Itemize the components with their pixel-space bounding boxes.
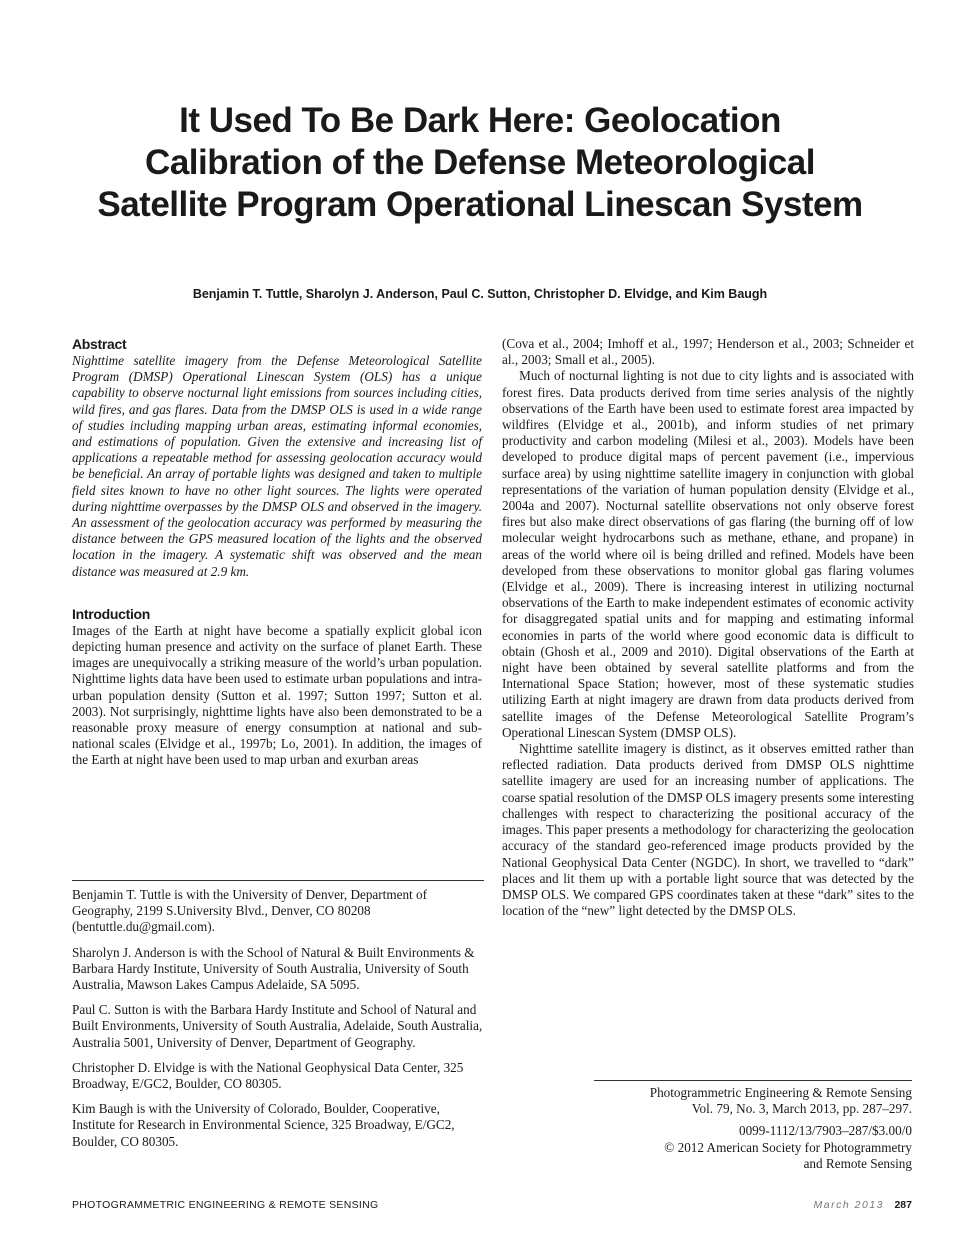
volume-info: Vol. 79, No. 3, March 2013, pp. 287–297. bbox=[691, 1101, 912, 1117]
copyright-line-1: © 2012 American Society for Photogrammetry bbox=[664, 1139, 912, 1155]
author-list: Benjamin T. Tuttle, Sharolyn J. Anderson, Paul C. Sutton, Christopher D. Elvidge, and Kim Baugh bbox=[192, 287, 768, 301]
affiliation-elvidge: Christopher D. Elvidge is with the National Geophysical Data Center, 325 Broadway, E/GC2, Boulder, CO 80305. bbox=[72, 1059, 464, 1092]
footer-date: March 2013 bbox=[813, 1199, 884, 1211]
title-line-3: Satellite Program Operational Linescan System bbox=[97, 185, 863, 224]
affiliation-tuttle: Benjamin T. Tuttle is with the University of Denver, Department of Geography, 2199 S.University Blvd., Denver, CO 80208 (bentuttle.du@gmail.com). bbox=[72, 887, 427, 935]
left-column bbox=[72, 336, 482, 769]
title-line-1: It Used To Be Dark Here: Geolocation bbox=[179, 101, 781, 140]
running-footer bbox=[72, 1197, 912, 1213]
footer-journal: PHOTOGRAMMETRIC ENGINEERING & REMOTE SENSING bbox=[72, 1199, 379, 1211]
introduction-heading: Introduction bbox=[72, 605, 151, 622]
affiliation-anderson: Sharolyn J. Anderson is with the School of Natural & Built Environments & Barbara Hardy Institute, University of South Australia, University of South Australia, Mawson Lakes Campus Adelaide, SA 5095. bbox=[72, 944, 475, 993]
abstract-text: Nighttime satellite imagery from the Defense Meteorological Satellite Program (DMSP) Operational Linescan System (OLS) has a unique capability to observe nocturnal light emissions from sources including cities, wild fires, and gas flares. Data from the DMSP OLS is used in a wide range of studies including mapping urban areas, estimating informal economies, and estimations of population. Given the extensive and increasing list of applications a repeatable method for assessing geolocation accuracy would be beneficial. An array of portable lights was designed and taken to multiple field sites known to have no other light sources. The lights were operated during nighttime overpasses by the DMSP OLS and observed in the imagery. An assessment of the geolocation accuracy was performed by measuring the distance between the GPS measured location of the lights and the observed location in the imagery. A systematic shift was observed and the mean distance was measured at 2.9 km. bbox=[72, 353, 482, 579]
doi-code: 0099-1112/13/7903–287/$3.00/0 bbox=[738, 1123, 912, 1139]
paper-title bbox=[40, 100, 920, 226]
abstract-heading: Abstract bbox=[72, 336, 127, 352]
journal-name: Photogrammetric Engineering & Remote Sensing bbox=[649, 1085, 912, 1100]
affiliation-baugh: Kim Baugh is with the University of Colorado, Boulder, Cooperative, Institute for Research in Environmental Science, 325 Broadway, E/GC2, Boulder, CO 80305. bbox=[72, 1101, 455, 1149]
introduction-text: Images of the Earth at night have become a spatially explicit global icon depicting human presence and activity on the surface of planet Earth. These images are unequivocally a striking measure of the world’s urban population. Nighttime lights data have been used to estimate urban populations and intra-urban population density (Sutton et al. 1997; Sutton 1997; Sutton et al. 2003). Not surprisingly, nighttime lights have also been demonstrated to be a reasonable proxy measure of energy consumption at national and sub-national scales (Elvidge et al., 1997b; Lo, 2001). In addition, the images of the Earth at night have been used to map urban and exurban areas bbox=[72, 622, 482, 768]
right-paragraph-1: (Cova et al., 2004; Imhoff et al., 1997; Henderson et al., 2003; Schneider et al., 2003; Small et al., 2005). bbox=[502, 336, 914, 368]
page-number: 287 bbox=[894, 1199, 912, 1211]
title-line-2: Calibration of the Defense Meteorological bbox=[145, 143, 815, 182]
right-paragraph-2: Much of nocturnal lighting is not due to city lights and is associated with forest fires. Data products derived from time series analysis of the nightly observations of the Earth have been used to estimate forest area impacted by wildfires (Elvidge et al., 2001b), and inform studies of net primary productivity and carbon modeling (Milesi et al., 2003). Models have been developed to produce digital maps of percent pavement (i.e., impervious surface area) by using nighttime satellite imagery in conjunction with global representations of the variation of human population density (Elvidge et al., 2004a and 2007). Nocturnal satellite observations not only observe forest fires but also make direct observations of gas flaring (the burning off of low molecular weight hydrocarbons such as methane, ethane, and propane) in areas of the world where oil is being drilled and refined. Models have been developed from these observations to monitor global gas flaring volumes (Elvidge et al., 2009). There is increasing interest in utilizing nocturnal observations of the Earth to make independent estimates of economic activity for disaggregated spatial units and for mapping and estimating informal economies in parts of the world where good economic data is difficult to obtain (Ghosh et al., 2009 and 2010). Digital observations of the Earth at night have been obtained by several satellite platforms and from the International Space Station; however, most of these systematic studies utilizing Earth at night imagery are drawn from data products derived from satellite images of the Defense Meteorological Satellite Program’s Operational Linescan System (DMSP OLS). bbox=[502, 368, 914, 740]
publication-info bbox=[594, 1080, 912, 1172]
right-column bbox=[502, 336, 914, 919]
copyright-line-2: and Remote Sensing bbox=[803, 1155, 912, 1171]
affiliation-sutton: Paul C. Sutton is with the Barbara Hardy Institute and School of Natural and Built Environments, University of South Australia, Adelaide, South Australia, Australia 5001, University of Denver, Department of Geography. bbox=[72, 1002, 483, 1050]
right-paragraph-3: Nighttime satellite imagery is distinct, as it observes emitted rather than reflected radiation. Data products derived from DMSP OLS nighttime satellite imagery are used for an increasing number of applications. The coarse spatial resolution of the DMSP OLS imagery presents some interesting challenges with respect to characterizing the positional accuracy of the images. This paper presents a methodology for characterizing the geolocation accuracy of the standard geo-referenced image products provided by the National Geophysical Data Center (NGDC). In short, we travelled to “dark” places and lit them up with a portable light source that was detected by the DMSP OLS. We compared GPS coordinates taken at these “dark” sites to the location of the “new” light detected by the DMSP OLS. bbox=[502, 741, 914, 919]
author-affiliations bbox=[72, 880, 484, 1159]
